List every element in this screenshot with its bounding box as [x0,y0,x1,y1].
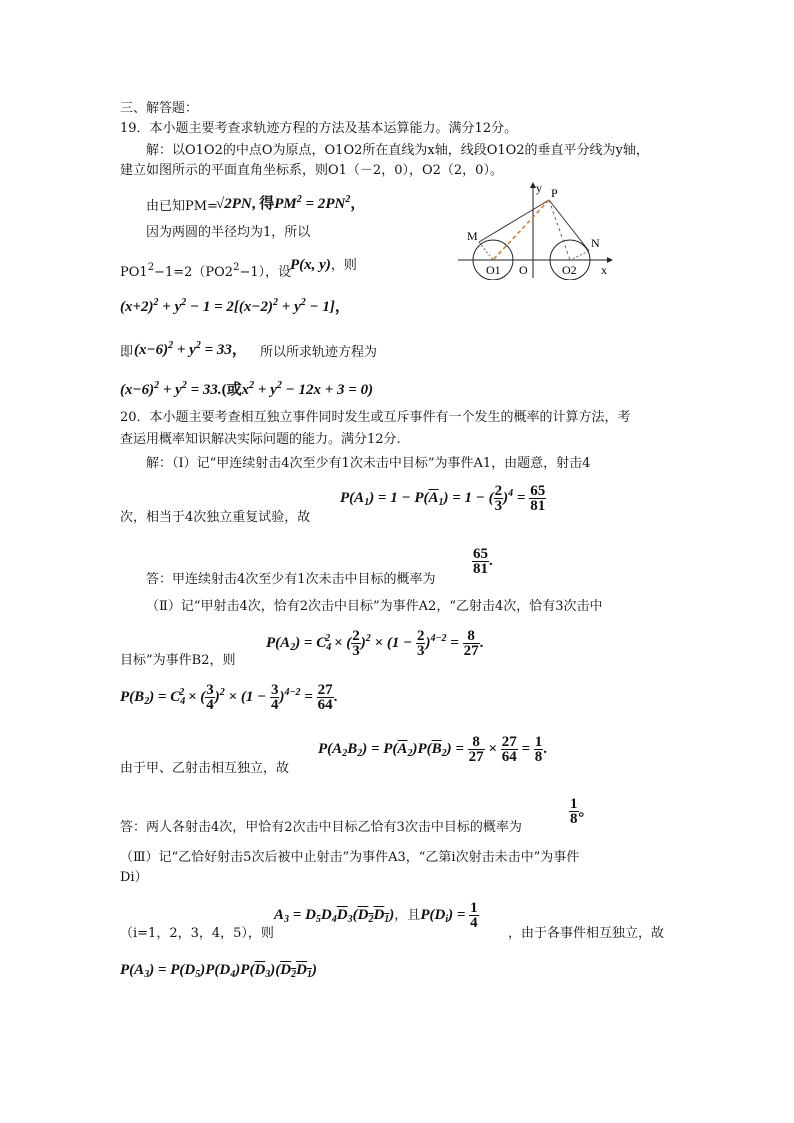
q19-po-text: $PO1^2-1=2(PO2^2-1)$，设 [120,262,292,280]
q20-p1-line2: 次，相当于4次独立重复试验，故 [120,510,311,525]
q20-header2: 查运用概率知识解决实际问题的能力。满分12分. [120,432,401,447]
q19-header: 19．本小题主要考查求轨迹方程的方法及基本运算能力。满分12分。 [120,121,518,136]
q20-p3-formula2: $P(A_3) = P(D_5)P(D_4)P(\overline{D}_3)(D_2D_1)$ [120,962,317,980]
q20-p3-line1: （Ⅲ）记“乙恰好射击5次后被中止射击”为事件A3，“乙第i次射击未击中”为事件 [120,850,580,865]
q20-p2-formula-a: $P(A_2) = C_4^2$ × ( $\frac{2}{3}$ )$^2$ × (1 − $\frac{2}{3}$ )$^{4-2}$ = $\frac{8}{27}$ . [266,628,484,659]
q19-diagram [455,180,615,280]
q20-p3-line2: Di） [120,870,148,885]
q20-p2-line1: （Ⅱ）记“甲射击4次，恰有2次击中目标”为事件A2，“乙射击4次，恰有3次击中 [146,599,603,614]
label-x: x [601,263,607,277]
q19-eq2: $(x-6)^2 + y^2 = 33$， [134,340,247,358]
q19-eq3: $(x-6)^2 + y^2 = 33$.(或$x^2 + y^2 - 12x + 3 = 0$) [120,380,374,398]
radius-o2n [570,251,589,260]
q19-known-formula: √2PN, 得$PM^2 = 2PN^2$， [216,194,366,212]
label-n: N [591,236,600,250]
q19-known-prefix: 由已知PM= [146,199,218,214]
label-p: P [551,186,558,200]
label-o: O [519,263,528,277]
q20-header1: 20．本小题主要考查相互独立事件同时发生或互斥事件有一个发生的概率的计算方法，考 [120,410,631,425]
q20-p1-answer-value: $\frac{65}{81}$ . [473,546,493,577]
q20-p2-indep: 由于甲、乙射击相互独立，故 [120,761,290,776]
q20-p1-line1: 解：（Ⅰ）记“甲连续射击4次至少有1次未击中目标”为事件A1，由题意，射击4 [146,456,591,471]
line-pn [549,200,589,251]
q20-p2-answer: 答：两人各射击4次，甲恰有2次击中目标乙恰有3次击中目标的概率为 [120,820,522,835]
q19-radius-text: 因为两圆的半径均为1，所以 [146,225,311,240]
line-pm [479,200,549,242]
q19-line2: 建立如图所示的平面直角坐标系，则O1（－2，0），O2（2，0）。 [120,163,503,178]
x-axis-arrow [607,257,613,263]
q20-p1-formula: $P(A_1) = 1 - P(\overline{A}_1) = 1$ − ( $\frac{2}{3}$ )$^4$ = $\frac{65}{81}$ [340,483,546,514]
q20-p3-tail: ，由于各事件相互独立，故 [508,926,665,941]
label-y: y [536,181,542,195]
q19-line1: 解：以O1O2的中点O为原点，O1O2所在直线为x轴，线段O1O2的垂直平分线为y轴， [146,143,649,158]
radius-o1m [479,242,493,260]
line-po1 [493,200,549,260]
q19-eq1: $(x+2)^2 + y^2 - 1 = 2[(x-2)^2 + y^2 - 1]$， [120,297,350,315]
section-title: 三、解答题： [120,101,199,116]
q19-po-formula: P(x, y)，则 [290,257,357,273]
q20-p2-formula-b: $P(B_2) = C_4^2$ × ( $\frac{3}{4}$ )$^2$ × (1 − $\frac{3}{4}$ )$^{4-2}$ = $\frac{27}{64}$ . [120,682,338,713]
q20-p2-formula-c: $P(A_2B_2) = P(\overline{A}_2)P(\overline{B}_2)$ = $\frac{8}{27}$ × $\frac{27}{64}$ = $\frac{1}{8}$ . [318,734,548,765]
label-o1: O1 [486,263,501,277]
q20-p1-answer: 答：甲连续射击4次至少有1次未击中目标的概率为 [146,572,436,587]
q19-ji: 即 [120,345,134,360]
q20-p3-line3: （i=1，2，3，4，5），则 [120,926,274,941]
q20-p2-line2: 目标”为事件B2，则 [120,653,236,668]
q19-eq2-suffix: 所以所求轨迹方程为 [260,345,378,360]
q20-p2-answer-value: $\frac{1}{8}$ 。 [570,796,594,827]
label-o2: O2 [562,263,577,277]
q20-p3-formula: $A_3 = D_5D_4\overline{D}_3(D_2D_1)$，且$P(D_i)$ = $\frac{1}{4}$ [274,900,478,931]
label-m: M [467,229,478,243]
